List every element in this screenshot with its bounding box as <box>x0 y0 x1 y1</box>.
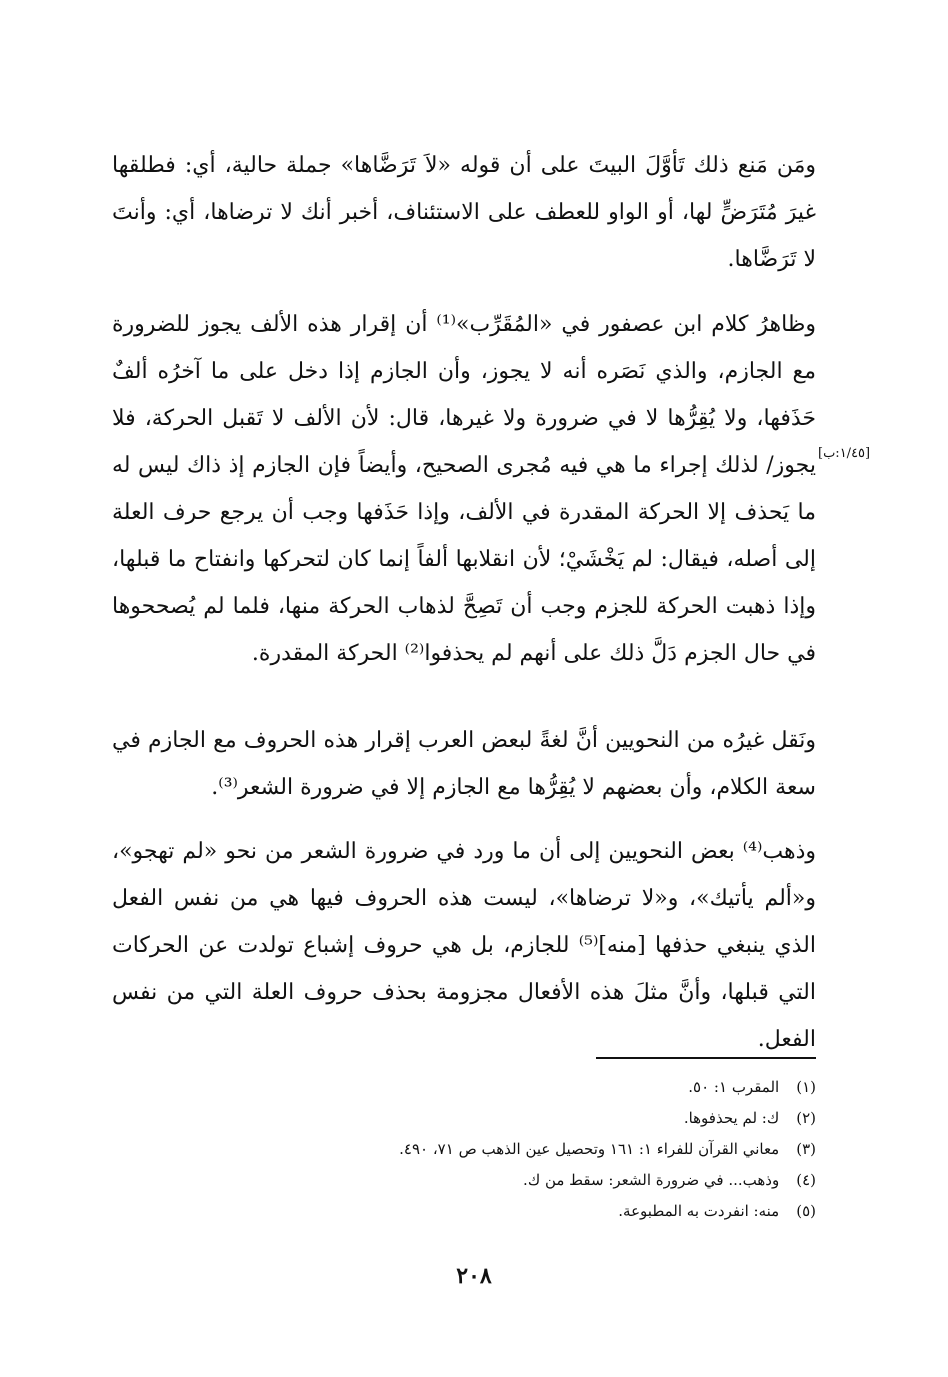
footnote-1 <box>240 1072 816 1103</box>
footnote-3 <box>240 1134 816 1165</box>
footnote-2 <box>240 1103 816 1134</box>
footnote-number: (١) <box>796 1078 816 1096</box>
paragraph-text: ونَقل غيرُه من النحويين أنَّ لغةً لبعض العرب إقرار هذه الحروف مع الجازم في سعة الكلام، وأن بعضهم لا يُقِرُّها مع الجازم إلا في ضرورة الشعر⁽³⁾. <box>112 728 816 800</box>
footnote-number: (٢) <box>796 1109 816 1127</box>
paragraph-text: وذهب⁽⁴⁾ بعض النحويين إلى أن ما ورد في ضرورة الشعر من نحو «لم تهجو»، و«ألم يأتيك»، و«لا ترضاها»، ليست هذه الحروف فيها هي من نفس الفعل الذي ينبغي حذفها [منه]⁽⁵⁾ للجازم، بل هي حروف إشباع تولدت عن الحركات التي قبلها، وأنَّ مثلَ هذه الأفعال مجزومة بحذف حروف العلة التي من نفس الفعل. <box>112 839 816 1052</box>
paragraph-4 <box>112 828 816 1063</box>
footnote-divider <box>596 1057 816 1059</box>
manuscript-folio-marker: [١/٤٥:ب] <box>818 446 871 461</box>
footnote-4 <box>240 1165 816 1196</box>
footnote-text: وذهب... في ضرورة الشعر: سقط من ك. <box>523 1171 780 1189</box>
paragraph-2 <box>112 301 816 677</box>
footnotes <box>240 1072 816 1227</box>
footnote-text: معاني القرآن للفراء ١: ١٦١ وتحصيل عين الذهب ص ٧١، ٤٩٠. <box>399 1140 780 1158</box>
paragraph-3 <box>112 717 816 811</box>
footnote-text: منه: انفردت به المطبوعة. <box>618 1202 780 1220</box>
footnote-number: (٥) <box>796 1202 816 1220</box>
footnote-text: المقرب ١: ٥٠. <box>688 1078 780 1096</box>
page-number: ٢٠٨ <box>456 1263 492 1289</box>
footnote-text: ك: لم يحذفوها. <box>683 1109 780 1127</box>
footnote-number: (٤) <box>796 1171 816 1189</box>
footnote-number: (٣) <box>796 1140 816 1158</box>
paragraph-text: وظاهرُ كلام ابن عصفور في «المُقَرِّب»⁽¹⁾ أن إقرار هذه الألف يجوز للضرورة مع الجازم، والذي نَصَره أنه لا يجوز، وأن الجازم إذا دخل على ما آخرُه ألفٌ حَذَفها، ولا يُقِرُّها لا في ضرورة ولا غيرها، قال: لأن الألف لا تَقبل الحركة، فلا يجوز/ لذلك إجراء ما هي فيه مُجرى الصحيح، وأيضاً فإن الجازم إذ ذاك ليس له ما يَحذف إلا الحركة المقدرة في الألف، وإذا حَذَفها وجب أن يرجع حرف العلة إلى أصله، فيقال: لم يَخْشَيْ؛ لأن انقلابها ألفاً إنما كان لتحركها وانفتاح ما قبلها، وإذا ذهبت الحركة للجزم وجب أن تَصِحَّ لذهاب الحركة منها، فلما لم يُصححوها في حال الجزم دَلَّ ذلك على أنهم لم يحذفوا⁽²⁾ الحركة المقدرة. <box>112 312 816 666</box>
paragraph-text: ومَن مَنع ذلك تَأوَّلَ البيتَ على أن قوله «لاَ تَرَضَّاها» جملة حالية، أي: فطلقها غيرَ مُتَرَضٍّ لها، أو الواو للعطف على الاستئناف، أخبر أنك لا ترضاها، أي: وأنتَ لا تَرَضَّاها. <box>112 153 816 272</box>
footnote-5 <box>240 1196 816 1227</box>
paragraph-1 <box>112 142 816 283</box>
